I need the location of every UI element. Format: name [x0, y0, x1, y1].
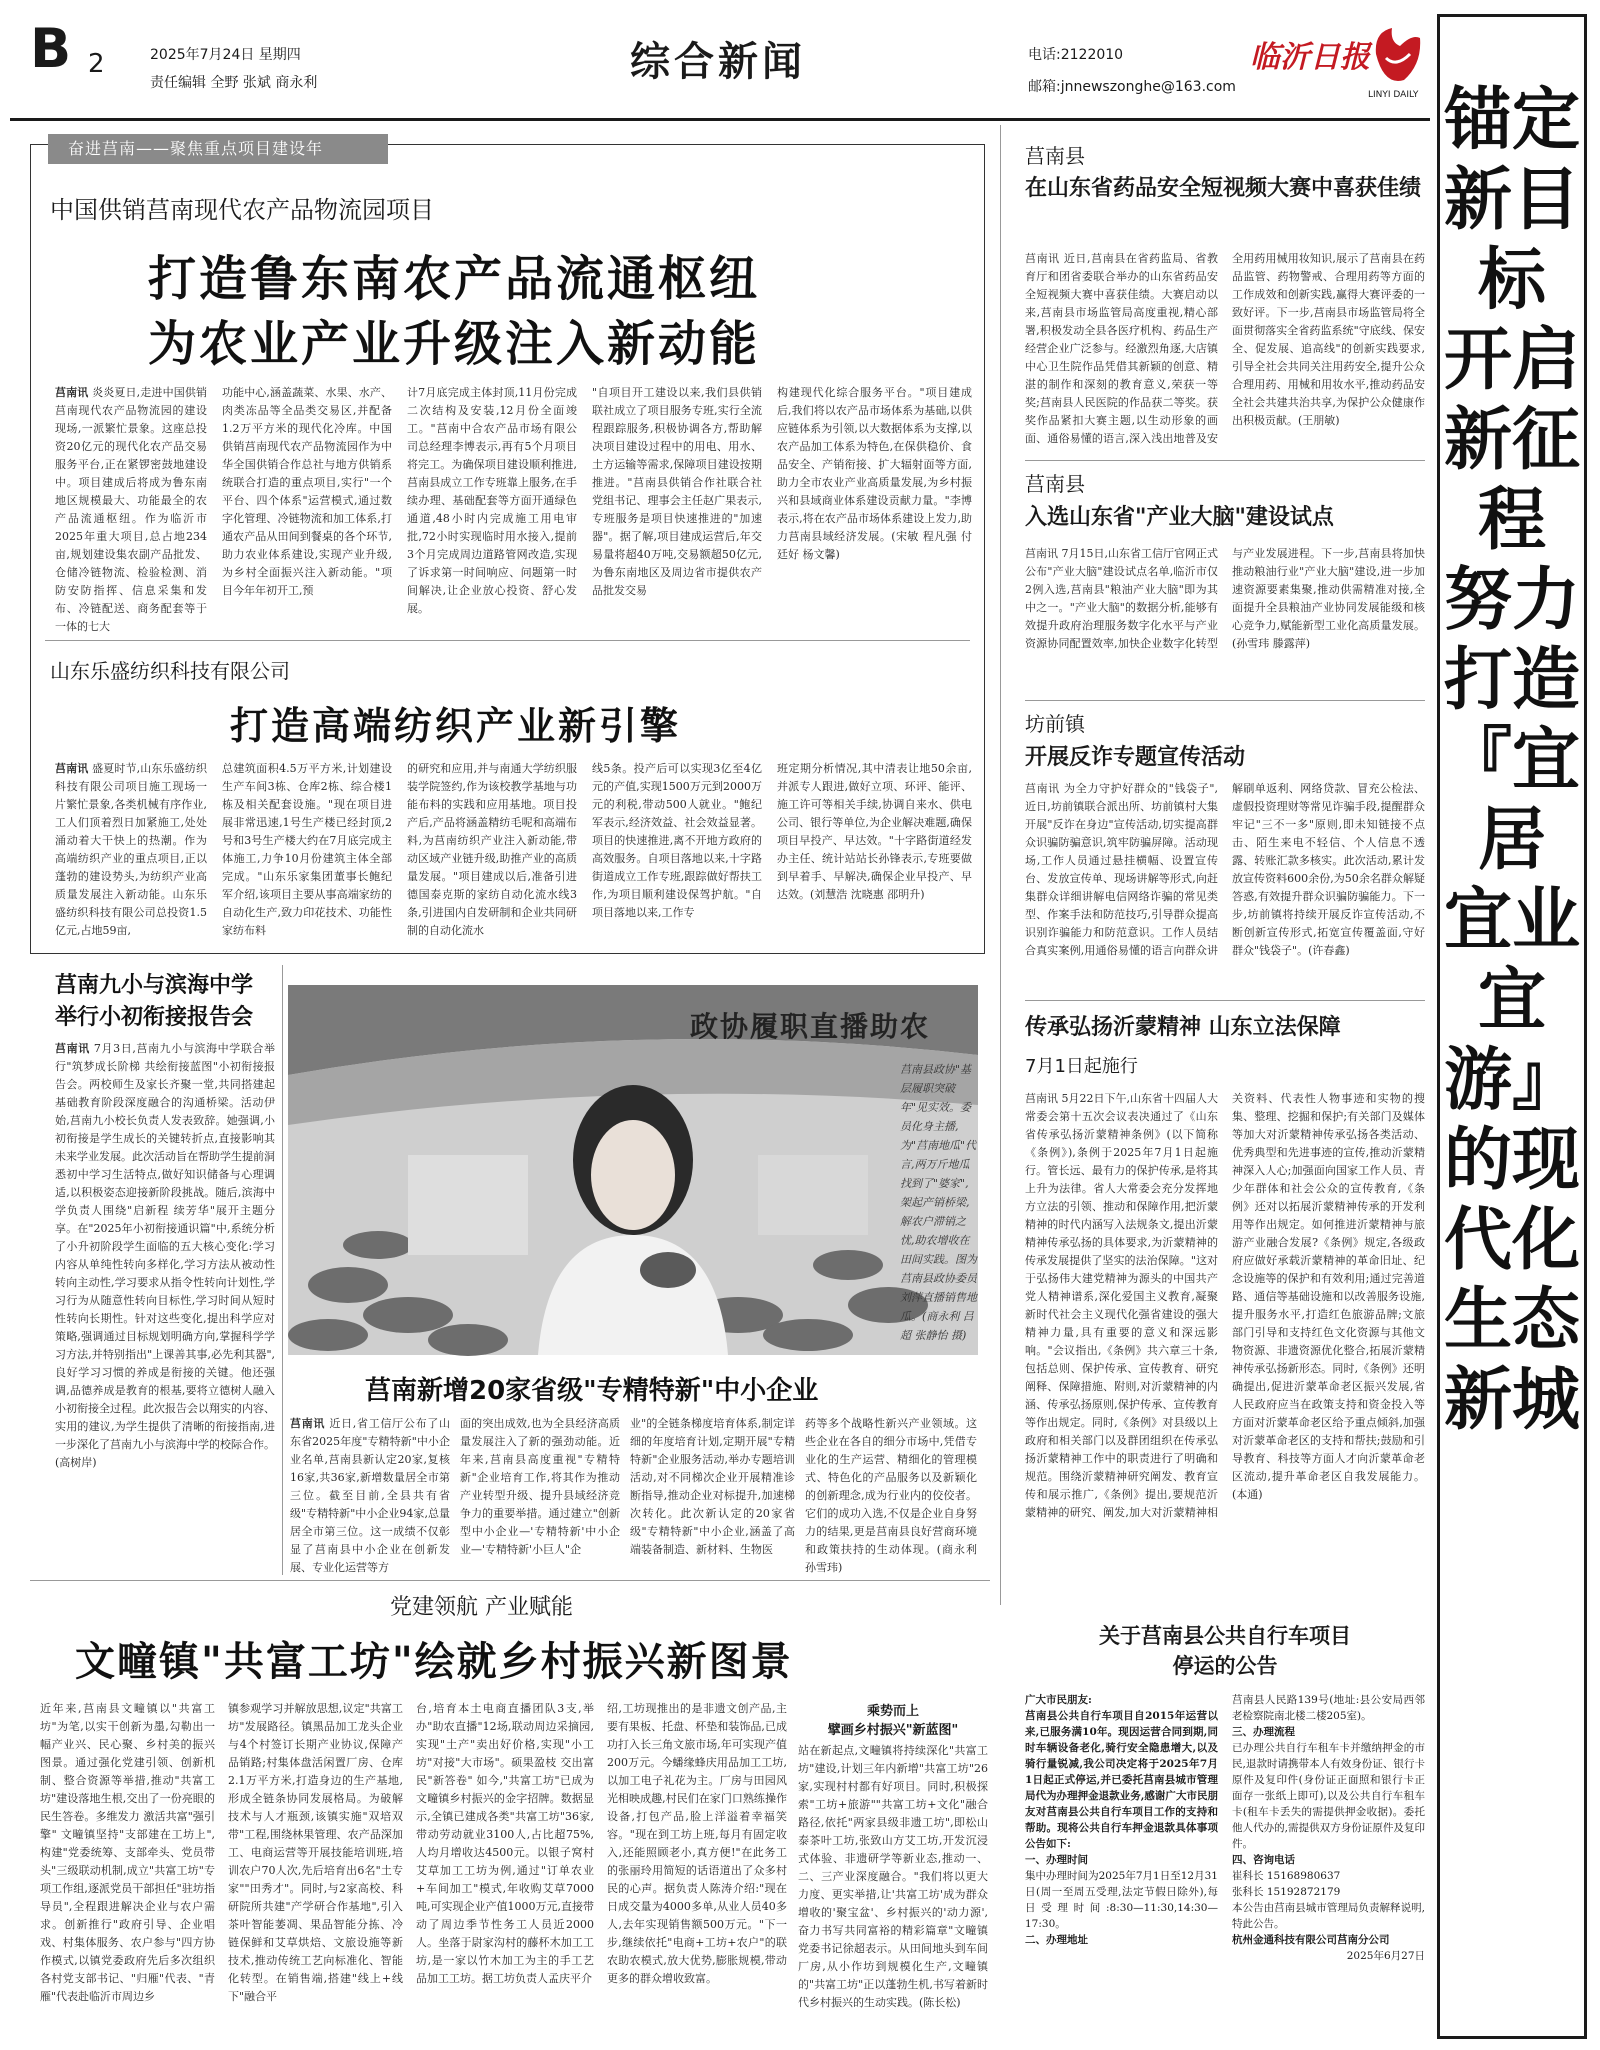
masthead-rule: [10, 118, 1430, 121]
notice-t2: 莒南县人民路139号(地址:县公安局西邻老检察院南北楼二楼205室)。: [1232, 1694, 1425, 1722]
story5-rule: [30, 1580, 990, 1581]
right4-title: 传承弘扬沂蒙精神 山东立法保障: [1025, 1015, 1341, 1040]
notice-title-1: 关于莒南县公共自行车项目: [1099, 1624, 1351, 1648]
notice-signer: 杭州金通科技有限公司莒南分公司: [1232, 1934, 1390, 1946]
right-divider-1: [1025, 460, 1425, 461]
series-label: 奋进莒南——聚焦重点项目建设年: [48, 134, 388, 164]
story3-headline-1: 莒南九小与滨海中学: [55, 973, 254, 998]
story2-col5: 班定期分析情况,其中清表让地50余亩,并派专人跟进,做好立项、环评、能评、施工许可等相关手续,协调自来水、供电公司、银行等单位,为企业解决难题,确保项目早投产、早达效。"十字路街道经发办主任、统计站站长孙锋表示,专班要做到早着手、早解决,确保企业早投产、早达效。(刘慧浩 沈晓惠 邵明升): [777, 762, 972, 901]
notice-t1: 集中办理时间为2025年7月1日至12月31日(周一至周五受理,法定节假日除外),每日受理时间:8:30—11:30,14:30—17:30。: [1025, 1870, 1218, 1930]
photo-title: 政协履职直播助农: [690, 1010, 931, 1043]
story1-headline-2: 为农业产业升级注入新动能: [148, 316, 761, 372]
notice-date: 2025年6月27日: [1346, 1950, 1425, 1962]
story1-col1: 莒南讯 炎炎夏日,走进中国供销莒南现代农产品物流园的建设现场,一派繁忙景象。这座总投资20亿元的现代化农产品交易服务平台,正在紧锣密鼓地建设中。项目建成后将成为鲁东南地区规模最大、功能最全的农产品流通枢纽。作为临沂市2025年重大项目,总占地234亩,规划建设集农副产品批发、仓储冷链物流、检验检测、消防安防指挥、信息采集和发布、冷链配送、商务配套等于一体的七大: [55, 386, 208, 633]
story4-col2: 面的突出成效,也为全县经济高质量发展注入了新的强劲动能。近年来,莒南县高度重视"专精特新"企业培育工作,将其作为推动产业转型升级、提升县域经济竞争力的重要举措。通过建立"创新型中小企业—'专精特新'中小企业—'专精特新'小巨人"企: [460, 1417, 620, 1556]
right-column-rule: [1000, 125, 1001, 1605]
story4-col4: 药等多个战略性新兴产业领域。这些企业在各自的细分市场中,凭借专业化的生产运营、精细化的管理模式、特色化的产品服务以及新颖化的创新理念,成为行业内的佼佼者。它们的成功入选,不仅是企业自身努力的结果,更是莒南县良好营商环境和政策扶持的生动体现。(商永利 孙雪玮): [805, 1417, 977, 1574]
story5-col4: 绍,工坊现推出的是非遗文创产品,主要有果板、托盘、杯垫和装饰品,已成功打入长三角文旅市场,年可实现产值200万元。今蟠缘蜂庆用品加工工坊,以加工电子礼花为主。厂房与田园风光相映成趣,村民们在家门口熟练操作设备,打包产品,脸上洋溢着幸福笑容。"现在到工坊上班,每月有固定收入,还能照顾老小,真方便!"在此务工的张丽玲用简短的话语道出了众多村民的心声。据负责人陈涛介绍:"现在日成交量为4000多单,从业人员40多人,去年实现销售额500万元。"下一步,继续依托"电商+工坊+农户"的联农助农模式,放大优势,膨胀规模,带动更多的群众增收致富。: [607, 1702, 787, 1985]
right1-body: 莒南讯 近日,莒南县在省药监局、省教育厅和团省委联合举办的山东省药品安全短视频大赛中喜获佳绩。大赛启动以来,莒南县市场监管局高度重视,精心部署,积极发动全县各医疗机构、药品生产经营企业广泛参与。经激烈角逐,大店镇中心卫生院作品凭借其新颖的创意、精湛的制作和深刻的教育意义,荣获一等奖;莒南县人民医院的作品获二等奖。获奖作品紧扣大赛主题,以生动形象的画面、通俗易懂的语言,深入浅出地普及安全用药用械用妆知识,展示了莒南县在药品监管、药物警戒、合理用药等方面的工作成效和创新实践,赢得大赛评委的一致好评。下一步,莒南县市场监管局将全面贯彻落实全省药监系统"守底线、保安全、促发展、追高线"的创新实践要求,引导全社会共同关注用药安全,提升公众合理用药、用械和用妆水平,推动药品安全社会共建共治共享,为保护公众健康作出积极贡献。(王朋敏): [1025, 252, 1425, 445]
right2-body: 莒南讯 7月15日,山东省工信厅官网正式公布"产业大脑"建设试点名单,临沂市仅2例入选,莒南县"粮油产业大脑"即为其中之一。"产业大脑"的数据分析,能够有效提升政府治理服务数字化水平与产业资源协同配置效率,加快企业数字化转型与产业发展进程。下一步,莒南县将加快推动粮油行业"产业大脑"建设,进一步加速资源要素集聚,推动供需精准对接,全面提升全县粮油产业协同发展能级和核心竞争力,赋能新型工业化高质量发展。(孙雪玮 滕露萍): [1025, 547, 1425, 650]
story4-col1: 莒南讯 近日,省工信厅公布了山东省2025年度"专精特新"中小企业名单,莒南县新认定20家,复核16家,共36家,新增数量居全市第三位。截至目前,全县共有省级"专精特新"中小企业94家,总量居全市第三位。这一成绩不仅彰显了莒南县中小企业在创新发展、专业化运营等方: [290, 1417, 451, 1574]
story1-col3: 计7月底完成主体封顶,11月份完成二次结构及安装,12月份全面竣工。"莒南中合农产品市场有限公司总经理李博表示,再有5个月项目将完工。为确保项目建设顺利推进,莒南县成立工作专班靠上服务,在手续办理、基础配套等方面开通绿色通道,48小时内完成施工用电审批,72小时实现临时用水接入,提前3个月完成周边道路管网改造,实现了诉求第一时间响应、问题第一时间解决,让企业放心投资、舒心发展。: [407, 386, 577, 615]
notice-h2: 二、办理地址: [1025, 1934, 1088, 1946]
story3-headline-2: 举行小初衔接报告会: [55, 1005, 254, 1030]
story2-kicker: 山东乐盛纺织科技有限公司: [50, 659, 290, 683]
right4-subtitle: 7月1日起施行: [1025, 1056, 1138, 1077]
notice-title-2: 停运的公告: [1172, 1654, 1278, 1678]
masthead: [10, 14, 1425, 114]
story5-col1: 近年来,莒南县文疃镇以"共富工坊"为笔,以实干创新为墨,勾勒出一幅产业兴、民心聚、乡村美的振兴图景。通过强化党建引领、创新机制、整合资源等举措,推动"共富工坊"建设落地生根,交出了一份亮眼的民生答卷。多维发力 激活共富"强引擎" 文疃镇坚持"支部建在工坊上",构建"党委统筹、支部牵头、党员带头"三级联动机制,成立"共富工坊"专项工作组,逐派党员干部担任"驻坊指导员",全程跟进解决企业与农户需求。创新推行"政府引导、企业唱戏、村集体服务、农户参与"四方协作模式,以镇党委政府先后多次组织各村党支部书记、"归雁"代表、"青雁"代表赴临沂市周边乡: [40, 1702, 215, 2003]
right3-body: 莒南讯 为全力守护好群众的"钱袋子",近日,坊前镇联合派出所、坊前镇村大集开展"反诈在身边"宣传活动,切实提高群众识骗防骗意识,筑牢防骗屏障。活动现场,工作人员通过悬挂横幅、设置宣传台、发放宣传单、现场讲解等形式,向赶集群众详细讲解电信网络诈骗的常见类型、作案手法和防范技巧,引导群众提高识别诈骗能力和防范意识。工作人员结合真实案例,用通俗易懂的语言向群众讲解刷单返利、网络贷款、冒充公检法、虚假投资理财等常见诈骗手段,提醒群众牢记"三不一多"原则,即未知链接不点击、陌生来电不轻信、个人信息不透露、转账汇款多核实。此次活动,累计发放宣传资料600余份,为50余名群众解疑答惑,有效提升群众识骗防骗能力。下一步,坊前镇将持续开展反诈宣传活动,不断创新宣传形式,拓宽宣传覆盖面,守好群众"钱袋子"。(许春鑫): [1025, 782, 1425, 957]
page-number: 2: [88, 49, 105, 79]
notice-intro: 莒南县公共自行车项目自2015年运营以来,已服务满10年。现因运营合同到期,同时车辆设备老化,骑行安全隐患增大,以及骑行量锐减,我公司决定将于2025年7月1日起正式停运,并已委托莒南县城市管理局代为办理押金退款业务,感谢广大市民朋友对莒南县公共自行车项目工作的支持和帮助。现将公共自行车押金退款具体事项公告如下:: [1025, 1710, 1218, 1850]
notice-greeting: 广大市民朋友:: [1025, 1694, 1092, 1706]
right3-region: 坊前镇: [1025, 712, 1085, 736]
notice-t4b: 张科长 15192872179: [1232, 1886, 1341, 1898]
story5-headline: 文疃镇"共富工坊"绘就乡村振兴新图景: [75, 1639, 793, 1685]
story5-col2: 镇参观学习并解放思想,议定"共富工坊"发展路径。镇黑品加工龙头企业与4个村签订长期产业协议,保障产品销路;村集体盘活闲置厂房、仓库2.1万平方米,打造身边的生产基地,形成全链条协同发展格局。为破解技术与人才瓶颈,该镇实施"双培双带"工程,围绕林果管理、农产品深加工、电商运营等开展技能培训班,培训农户70人次,先后培育出6名"土专家""田秀才"。同时,与2家高校、科研院所共建"产学研合作基地",引入茶叶智能萎凋、果品智能分拣、冷链保鲜和艾草烘焙、文旅设施等新技术,推动传统工艺向标准化、智能化转型。在销售端,搭建"线上+线下"融合平: [228, 1702, 403, 2003]
notice-body: [1025, 1692, 1425, 2032]
notice-h3: 三、办理流程: [1232, 1726, 1295, 1738]
section-name: 综合新闻: [630, 39, 806, 85]
newspaper-logo: [1250, 20, 1425, 100]
sidebar-slogan-box: [1437, 14, 1587, 2039]
right-divider-3: [1025, 1000, 1425, 1001]
story5-col3: 台,培育本土电商直播团队3支,举办"助农直播"12场,联动周边采摘园,实现"土产"卖出好价格,实现"小工坊"对接"大市场"。硕果盈枝 交出富民"新答卷" 如今,"共富工坊"已成为文疃镇乡村振兴的金字招牌。数据显示,全镇已建成各类"共富工坊"36家,带动劳动就业3100人,占比超75%,人均月增收达4500元。以银子窝村艾草加工工坊为例,通过"订单农业+车间加工"模式,年收购艾草7000吨,可实现企业产值1000万元,直接带动了周边季节性务工人员近2000人。坐落于尉家沟村的藤杯木加工工坊,是一家以竹木加工为主的手工艺品加工工坊。据工坊负责人孟庆平介: [416, 1702, 594, 1985]
story2-headline: 打造高端纺织产业新引擎: [230, 704, 682, 748]
right2-region: 莒南县: [1025, 472, 1085, 496]
photo-caption: 莒南县政协"基层履职突破年"见实效。委员化身主播,为"莒南地瓜"代言,两万斤地瓜找到了"婆家",架起产销桥梁,解农户滞销之忧,助农增收在田间实践。图为莒南县政协委员刘萍直播销售地瓜。(商永利 吕超 张静怡 摄): [900, 1063, 977, 1342]
right2-title: 入选山东省"产业大脑"建设试点: [1025, 505, 1334, 530]
notice-h4: 四、咨询电话: [1232, 1854, 1295, 1866]
public-notice: [1025, 1620, 1425, 2040]
logo-text: 临沂日报: [1250, 40, 1370, 75]
right1-title: 在山东省药品安全短视频大赛中喜获佳绩: [1025, 176, 1422, 201]
story4-headline: 莒南新增20家省级"专精特新"中小企业: [365, 1376, 819, 1406]
story5-subhead-2: 擘画乡村振兴"新蓝图": [827, 1723, 959, 1738]
story-divider: [45, 640, 970, 641]
story3-body: 莒南讯 7月3日,莒南九小与滨海中学联合举行"筑梦成长阶梯 共绘衔接蓝图"小初衔接报告会。两校师生及家长齐聚一堂,共同搭建起基础教育阶段深度融合的沟通桥梁。活动伊始,莒南九小校长负责人发表致辞。她强调,小初衔接是学生成长的关键转折点,直接影响其未来学业发展。此次活动旨在帮助学生提前洞悉初中学习生活特点,做好知识储备与心理调适,以积极姿态迎接新阶段挑战。随后,滨海中学负责人围绕"启新程 续芳华"展开主题分享。在"2025年小初衔接通识篇"中,系统分析了小升初阶段学生面临的五大核心变化:学习内容从单纯性转向多样化,学习方法从被动性转向主动性,学习要求从指令性转向计划性,学习行为从随意性转向目标性,学习时间从短时性转向长期性。针对这些变化,提出科学应对策略,强调通过目标规划明确方向,掌握科学学习方法,并特别指出"上课善其事,必先利其器",良好学习习惯的养成是衔接的关键。他还强调,品德养成是教育的根基,要将立德树人融入小初衔接全过程。此次报告会以翔实的内容、实用的建议,为学生提供了清晰的衔接指南,进一步深化了莒南九小与滨海中学的校际合作。(高树岸): [55, 1042, 276, 1469]
logo-mark-icon: [1370, 24, 1424, 86]
notice-h1: 一、办理时间: [1025, 1854, 1088, 1866]
story1-col5: 构建现代化综合服务平台。"项目建成后,我们将以农产品市场体系为基础,以供应链体系为引领,以大数据体系为支撑,以农产品加工体系为特色,在保供稳价、食品安全、产销衔接、扩大辐射面等方面,助力全市农业产业高质量发展,为乡村振兴和县域商业体系建设贡献力量。"李博表示,将在农产品市场体系建设上发力,助力莒南县域经济发展。(宋敏 程凡强 付廷好 杨文馨): [777, 386, 972, 561]
story2-col3: 的研究和应用,并与南通大学纺织服装学院签约,作为该校教学基地与功能布料的实践和应用基地。项目投产后,产品将涵盖精纺毛呢和高端布料,为莒南纺织产业注入新动能,带动区域产业链升级,助推产业的高质量发展。"项目建成以后,准备引进德国泰克斯的家纺自动化流水线3条,引进国内自发研制和企业共同研制的自动化流水: [407, 762, 577, 937]
column-rule: [282, 965, 283, 1575]
story5-kicker: 党建领航 产业赋能: [390, 1595, 573, 1620]
right3-title: 开展反诈专题宣传活动: [1025, 745, 1246, 770]
story1-kicker: 中国供销莒南现代农产品物流园项目: [50, 196, 434, 224]
story5-col5: [798, 1700, 988, 2040]
issue-date: 2025年7月24日 星期四: [150, 47, 301, 63]
sidebar-slogan: 锚定新目标 开启新征程 努力打造『宜居 宜业 宜游』的现代化生态新城: [1443, 81, 1580, 1440]
story4-col3: 业"的全链条梯度培育体系,制定详细的年度培育计划,定期开展"专精特新"企业服务活动,举办专题培训活动,对不同梯次企业开展精准诊断指导,推动企业对标提升,加速梯次转化。此次新认定的20家省级"专精特新"中小企业,涵盖了高端装备制造、新材料、生物医: [630, 1417, 795, 1556]
story2-col4: 线5条。投产后可以实现3亿至4亿元的产值,实现1500万元到2000万元的利税,带动500人就业。"鲍纪军表示,经济效益、社会效益显著。项目的快速推进,离不开地方政府的高效服务。自项目落地以来,十字路街道成立工作专班,跟踪做好帮扶工作,为项目顺利建设保驾护航。"自项目落地以来,工作专: [592, 762, 762, 919]
story2-col1: 莒南讯 盛夏时节,山东乐盛纺织科技有限公司项目施工现场一片繁忙景象,各类机械有序作业,工人们顶着烈日加紧施工,处处涌动着大干快上的热潮。作为高端纺织产业的重点项目,正以蓬勃的建设势头,为纺织产业高质量发展注入新动能。山东乐盛纺织科技有限公司总投资1.5亿元,占地59亩,: [55, 762, 208, 937]
phone: 电话:2122010: [1028, 47, 1124, 63]
notice-t5: 本公告由莒南县城市管理局负责解释说明,特此公告。: [1232, 1902, 1425, 1930]
logo-subtitle: LINYI DAILY: [1368, 90, 1419, 100]
notice-t4a: 崔科长 15168980637: [1232, 1870, 1341, 1882]
right-divider-2: [1025, 700, 1425, 701]
story5-subhead-1: 乘势而上: [866, 1704, 919, 1719]
story5-col5-text: 站在新起点,文疃镇将持续深化"共富工坊"建设,计划三年内新增"共富工坊"26家,实现村村都有好项目。同时,积极探索"工坊+旅游""共富工坊+文化"融合路径,依托"两家县级非遗工坊",即松山泰茶叶工坊,张致山方艾工坊,开发沉浸式体验、非遗研学等新业态,推动一、二、三产业深度融合。"我们将以更大力度、更实举措,让'共富工坊'成为群众增收的'聚宝盆'、乡村振兴的'动力源',奋力书写共同富裕的精彩篇章"文疃镇党委书记徐超表示。从田间地头到车间厂房,从小作坊到规模化生产,文疃镇的"共富工坊"正以蓬勃生机,书写着新时代乡村振兴的生动实践。(陈长松): [798, 1744, 988, 2009]
story1-col4: "自项目开工建设以来,我们县供销联社成立了项目服务专班,实行全流程跟踪服务,积极协调各方,帮助解决项目建设过程中的用电、用水、土方运输等需求,保障项目建设按期推进。"莒南县供销合作社联合社党组书记、理事会主任赵广果表示,专班服务是项目快速推进的"加速器"。据了解,项目建成运营后,年交易量将超40万吨,交易额超50亿元,为鲁东南地区及周边省市提供农产品批发交易: [592, 386, 762, 597]
email: 邮箱:jnnewszonghe@163.com: [1028, 79, 1236, 95]
page-letter: B: [30, 17, 72, 80]
right4-body: 莒南讯 5月22日下午,山东省十四届人大常委会第十五次会议表决通过了《山东省传承弘扬沂蒙精神条例》(以下简称《条例》),条例于2025年7月1日起施行。管长远、最有力的保护传承,是将其上升为法律。省人大常委会充分发挥地方立法的引领、推动和保障作用,把沂蒙精神的时代内涵写入法规条文,提出沂蒙精神传承弘扬的具体要求,为沂蒙精神的传承发展提供了坚实的法治保障。"这对于弘扬伟大建党精神为源头的中国共产党人精神谱系,深化爱国主义教育,凝聚新时代社会主义现代化强省建设的强大精神力量,具有重要的意义和深远影响。"会议指出,《条例》共六章三十条,包括总则、保护传承、宣传教育、研究阐释、保障措施、附则,对沂蒙精神的内涵、传承弘扬原则,保护传承、宣传教育等作出规定。同时,《条例》对县级以上政府和相关部门以及群团组织在传承弘扬沂蒙精神工作中的职责进行了明确和规范。围绕沂蒙精神研究阐发、教育宣传和展示推广,《条例》提出,要规范沂蒙精神的研究、阐发,加大对沂蒙精神相关资料、代表性人物事迹和实物的搜集、整理、挖掘和保护;有关部门及媒体等加大对沂蒙精神传承弘扬各类活动、优秀典型和先进事迹的宣传,推动沂蒙精神深入人心;加强面向国家工作人员、青少年群体和社会公众的宣传教育,《条例》还对以拓展沂蒙精神传承的开发利用等作出规定。如何推进沂蒙精神与旅游产业融合发展?《条例》规定,各级政府应做好承载沂蒙精神的革命旧址、纪念设施等的保护和有效利用;通过完善道路、通信等基础设施和以改善服务设施,提升服务水平,打造红色旅游品牌;文旅部门引导和支持红色文化资源与其他文物资源、非遗资源优化整合,拓展沂蒙精神传承弘扬新形态。同时,《条例》还明确提出,促进沂蒙革命老区振兴发展,省人民政府应当在政策支持和资金投入等方面对沂蒙革命老区给予重点倾斜,加强对沂蒙革命老区的支持和帮扶;鼓励和引导教育、科技等方面人才向沂蒙革命老区流动,提升革命老区自我发展能力。(本通): [1025, 1092, 1425, 1519]
story1-col2: 功能中心,涵盖蔬菜、水果、水产、肉类冻品等全品类交易区,并配备1.2万平方米的现代化冷库。中国供销莒南现代农产品物流园作为中华全国供销合作总社与地方供销系统联合打造的重点项目,实行"一个平台、四个体系"运营模式,通过数字化管理、冷链物流和加工体系,打通农产品从田间到餐桌的各个环节,助力农业体系建设,实现产业升级,为乡村全面振兴注入新动能。"项目今年年初开工,预: [222, 386, 392, 597]
right1-region: 莒南县: [1025, 144, 1085, 168]
notice-t3: 已办理公共自行车租车卡并缴纳押金的市民,退款时请携带本人有效身份证、银行卡原件及复印件(身份证正面照和银行卡正面存一张纸上即可),以及公共自行车租车卡(租车卡丢失的需提供押金收据)。委托他人代办的,需提供双方身份证原件及复印件。: [1232, 1742, 1425, 1850]
story1-headline-1: 打造鲁东南农产品流通枢纽: [148, 251, 761, 307]
editors: 责任编辑 全野 张斌 商永利: [150, 75, 318, 91]
story2-col2: 总建筑面积4.5万平方米,计划建设生产车间3栋、仓库2栋、综合楼1栋及相关配套设施。"现在项目进展非常迅速,1号生产楼已经封顶,2号和3号生产楼大约在7月底完成主体施工,力争10月份建筑主体全部完成。"山东乐家集团董事长鲍纪军介绍,该项目主要从事高端家纺的自动化生产,致力印花技术、功能性家纺布料: [222, 762, 392, 937]
